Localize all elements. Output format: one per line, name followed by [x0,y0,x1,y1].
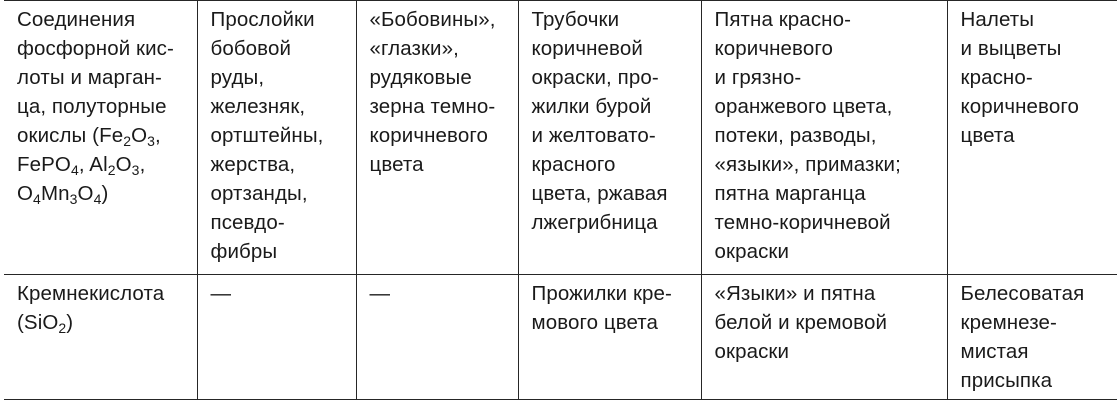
cell-text-line: фосфорной кис- [17,37,174,60]
cell-text-line: зерна темно- [369,95,496,118]
cell-text-line: цвета, ржавая [531,182,668,205]
cell-text-line: коричневого [369,124,488,147]
cell-text-line: мового цвета [531,311,659,334]
table-cell [947,275,1117,400]
cell-text-line: железняк, [210,95,306,118]
cell-text-line: оранжевого цвета, [714,95,893,118]
table-cell [518,1,701,275]
cell-text-line: и грязно- [714,66,802,89]
cell-text-line: $O_4Mn_3O_4$) [17,182,109,207]
cell-text-line: Налеты [960,8,1035,31]
table-body [4,1,1117,400]
cell-text-line: коричневого [960,95,1079,118]
table-cell [4,275,197,400]
table-cell [947,1,1117,275]
cell-text-line: окислы ($Fe_2O_3$, [17,124,161,149]
cell-text-line: присыпка [960,369,1053,392]
cell-text-line: (SiO$_2$) [17,311,74,336]
soil-neoformations-table [4,0,1117,400]
table-cell [197,1,356,275]
cell-text-line: «Бобовины», [369,8,496,31]
cell-text-line: пятна марганца [714,182,866,205]
table-cell [356,1,518,275]
cell-text-line: жилки бурой [531,95,652,118]
cell-text-line: коричневого [714,37,833,60]
table-row [4,275,1117,400]
cell-text-line: Пятна красно- [714,8,852,31]
table-cell [701,275,947,400]
cell-text-line: Трубочки [531,8,620,31]
table-cell [518,275,701,400]
cell-text-line: Соединения [17,8,136,31]
cell-text-line: «языки», примазки; [714,153,901,176]
cell-text-line: бобовой [210,37,291,60]
cell-text-line: потеки, разводы, [714,124,877,147]
cell-text-line: окраски [714,340,790,363]
cell-text-line: — [369,282,391,305]
cell-text-line: красно- [960,66,1033,89]
cell-text-line: псевдо- [210,211,285,234]
cell-text-line: рудяковые [369,66,472,89]
cell-text-line: Прожилки кре- [531,282,672,305]
cell-text-line: цвета [369,153,424,176]
cell-text-line: ца, полуторные [17,95,167,118]
cell-text-line: «глазки», [369,37,459,60]
cell-text-line: окраски, про- [531,66,659,89]
cell-text-line: мистая [960,340,1029,363]
table-row [4,1,1117,275]
cell-text-line: красного [531,153,616,176]
table-cell [197,275,356,400]
cell-text-line: Прослойки [210,8,315,31]
cell-text-line: «Языки» и пятна [714,282,876,305]
cell-text-line: FePO$_4$, $Al_2O_3$, [17,153,146,178]
cell-text-line: — [210,282,232,305]
cell-text-line: кремнезе- [960,311,1057,334]
cell-text-line: лжегрибница [531,211,658,234]
cell-text-line: Белесоватая [960,282,1085,305]
table-cell [356,275,518,400]
cell-text-line: Кремнекислота [17,282,165,305]
cell-text-line: белой и кремовой [714,311,887,334]
cell-text-line: фибры [210,240,278,263]
cell-text-line: окраски [714,240,790,263]
cell-text-line: темно-коричневой [714,211,891,234]
cell-text-line: ортштейны, [210,124,324,147]
cell-text-line: лоты и марган- [17,66,162,89]
cell-text-line: цвета [960,124,1015,147]
cell-text-line: жерства, [210,153,296,176]
cell-text-line: ортзанды, [210,182,308,205]
table-cell [701,1,947,275]
cell-text-line: коричневой [531,37,643,60]
cell-text-line: и желтовато- [531,124,656,147]
cell-text-line: руды, [210,66,265,89]
cell-text-line: и выцветы [960,37,1062,60]
table-cell [4,1,197,275]
